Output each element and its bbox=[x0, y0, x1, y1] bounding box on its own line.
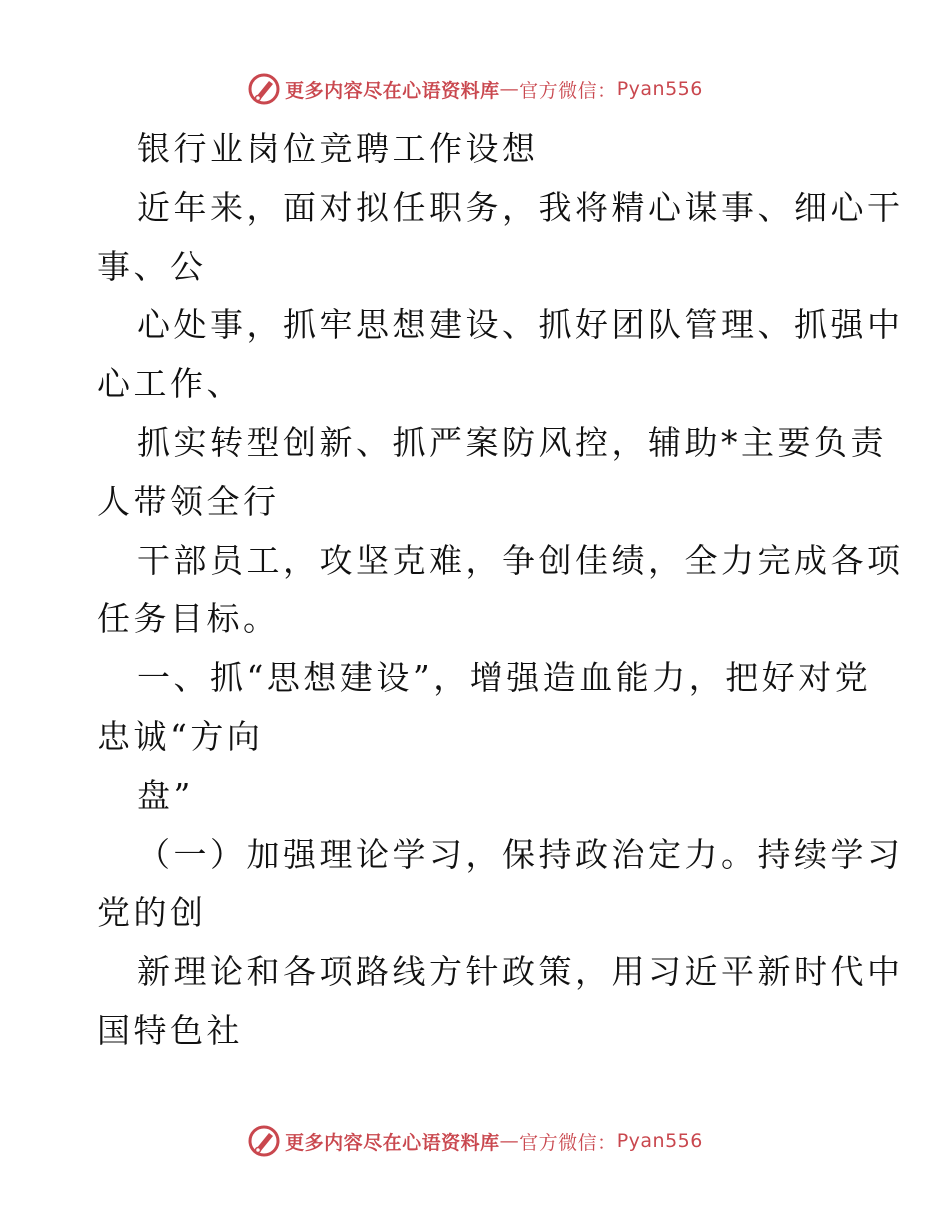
watermark-separator: — bbox=[499, 78, 520, 100]
text-line: 心工作、 bbox=[97, 364, 243, 404]
document-body bbox=[97, 120, 904, 1061]
watermark-account: Pyan556 bbox=[616, 1130, 703, 1152]
text-line: 一、抓“思想建设”，增强造血能力，把好对党 bbox=[137, 658, 872, 698]
pen-logo-icon bbox=[247, 1124, 281, 1158]
text-line: 事、公 bbox=[97, 246, 207, 286]
text-line: 忠诚“方向 bbox=[97, 716, 264, 756]
watermark-suffix: 官方微信： bbox=[519, 1131, 617, 1154]
text-line: 国特色社 bbox=[97, 1010, 243, 1050]
text-line: 干部员工，攻坚克难，争创佳绩，全力完成各项 bbox=[137, 540, 904, 580]
text-line: 新理论和各项路线方针政策，用习近平新时代中 bbox=[137, 952, 904, 992]
text-line: （一）加强理论学习，保持政治定力。持续学习 bbox=[137, 834, 904, 874]
watermark-account: Pyan556 bbox=[616, 78, 703, 100]
watermark-suffix: 官方微信： bbox=[519, 79, 617, 102]
text-line: 抓实转型创新、抓严案防风控，辅助*主要负责 bbox=[137, 422, 887, 462]
text-line: 任务目标。 bbox=[97, 599, 280, 639]
text-line: 银行业岗位竞聘工作设想 bbox=[137, 129, 539, 168]
text-line: 人带领全行 bbox=[97, 481, 280, 521]
text-line: 心处事，抓牢思想建设、抓好团队管理、抓强中 bbox=[137, 305, 904, 345]
text-line: 近年来，面对拟任职务，我将精心谋事、细心干 bbox=[137, 187, 904, 227]
watermark-separator: — bbox=[499, 1130, 520, 1152]
pen-logo-icon bbox=[247, 72, 281, 106]
footer-watermark bbox=[0, 1124, 950, 1158]
text-line: 盘” bbox=[137, 775, 194, 815]
watermark-text: 更多内容尽在心语资料库 bbox=[285, 79, 500, 102]
header-watermark bbox=[0, 72, 950, 106]
text-line: 党的创 bbox=[97, 893, 207, 933]
watermark-text: 更多内容尽在心语资料库 bbox=[285, 1131, 500, 1154]
